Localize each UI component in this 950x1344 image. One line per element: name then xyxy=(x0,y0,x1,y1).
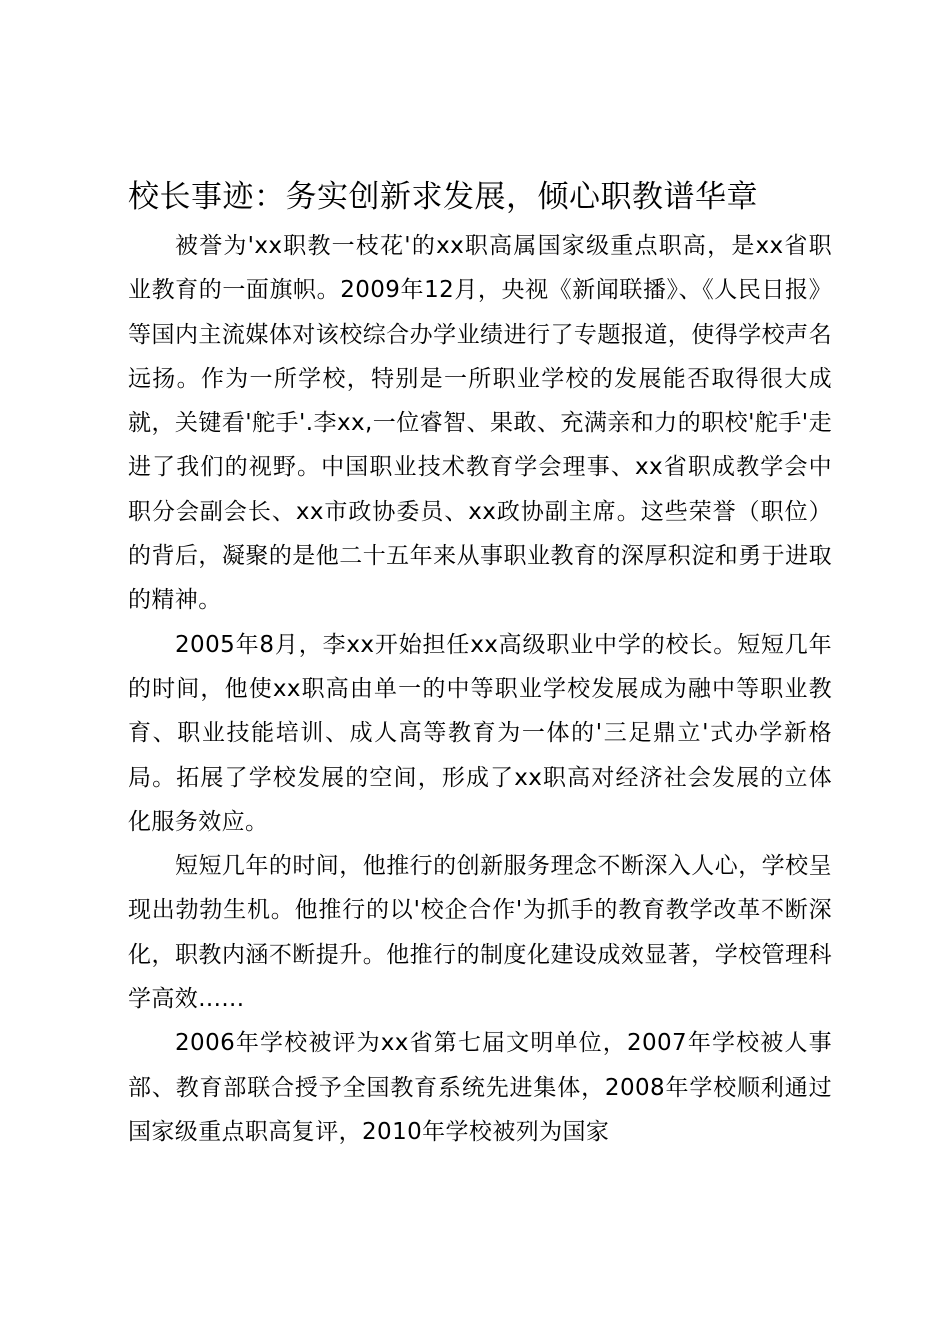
document-page xyxy=(128,172,832,1154)
paragraph-3: 短短几年的时间，他推行的创新服务理念不断深入人心，学校呈现出勃勃生机。他推行的以'校企合作'为抓手的教育教学改革不断深化，职教内涵不断提升。他推行的制度化建设成效显著，学校管理科学高效...... xyxy=(128,853,832,1013)
paragraph-1: 被誉为'xx职教一枝花'的xx职高属国家级重点职高，是xx省职业教育的一面旗帜。2009年12月，央视《新闻联播》、《人民日报》等国内主流媒体对该校综合办学业绩进行了专题报道，使得学校声名远扬。作为一所学校，特别是一所职业学校的发展能否取得很大成就，关键看'舵手'.李xx,一位睿智、果敢、充满亲和力的职校'舵手'走进了我们的视野。中国职业技术教育学会理事、xx省职成教学会中职分会副会长、xx市政协委员、xx政协副主席。这些荣誉（职位）的背后，凝聚的是他二十五年来从事职业教育的深厚积淀和勇于进取的精神。 xyxy=(128,233,832,614)
paragraph-4: 2006年学校被评为xx省第七届文明单位，2007年学校被人事部、教育部联合授予全国教育系统先进集体，2008年学校顺利通过国家级重点职高复评，2010年学校被列为国家 xyxy=(128,1030,832,1145)
document-title: 校长事迹：务实创新求发展，倾心职教谱华章 xyxy=(128,179,758,215)
paragraph-2: 2005年8月，李xx开始担任xx高级职业中学的校长。短短几年的时间，他使xx职高由单一的中等职业学校发展成为融中等职业教育、职业技能培训、成人高等教育为一体的'三足鼎立'式办学新格局。拓展了学校发展的空间，形成了xx职高对经济社会发展的立体化服务效应。 xyxy=(128,631,832,835)
